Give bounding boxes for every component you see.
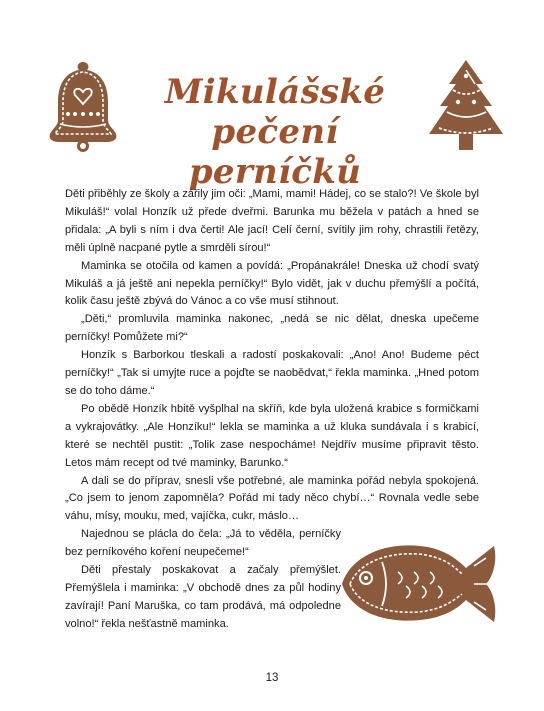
- paragraph: A dali se do příprav, snesli vše potřebné, ale maminka pořád nebyla spokojená. „Co jsem to jenom zapomněla? Pořád mi tady něco chybí…“ Rovnala vedle sebe váhu, mísy, mouku, med, vajíčka, cukr, máslo…: [65, 474, 479, 523]
- gingerbread-bell-icon: [46, 58, 120, 154]
- gingerbread-fish-icon: [336, 532, 502, 632]
- paragraph: Honzík s Barborkou tleskali a radostí poskakovali: „Ano! Ano! Budeme péct perníčky!“ „Tak si umyjte ruce a pojďte se naobědvat,“ řekla maminka. „Hned potom se do toho dáme.“: [65, 349, 479, 397]
- paragraph: Děti přiběhly ze školy a zářily jim oči: „Mami, mami! Hádej, co se stalo?! Ve škole byl Mikuláš!“ volal Honzík už přede dveřmi. Barunka mu běžela v patách a hned se přidala: „A byli s ním i dva čerti! Ale jací! Celí černí, svítily jim rohy, chrastili řetězy, měli úplně nacpané pytle a smrděli sírou!“: [65, 188, 479, 254]
- page-number: 13: [265, 672, 279, 684]
- paragraph: „Děti,“ promluvila maminka nakonec, „nedá se nic dělat, dneska upečeme perníčky! Pomůžete mi?“: [65, 313, 479, 344]
- page-title: [150, 72, 400, 192]
- paragraph: Najednou se plácla do čela: „Já to věděla, perníčky bez perníkového koření neupečeme!“: [65, 528, 341, 559]
- paragraph: Po obědě Honzík hbitě vyšplhal na skříň, kde byla uložená krabice s formičkami a vykrajovátky. „Ale Honzíku!“ lekla se maminka a už kluka sundávala i s krabicí, které se nechtěl pustit: „Tolik zase nespocháme! Nejdřív musíme připravit těsto. Letos mám recept od tvé maminky, Barunko.“: [65, 402, 479, 469]
- title-line-1: Mikulášské: [164, 72, 386, 112]
- gingerbread-tree-icon: [425, 58, 507, 156]
- title-line-2: pečení perníčků: [188, 112, 362, 192]
- paragraph: Maminka se otočila od kamen a povídá: „Propánakrále! Dneska už chodí svatý Mikuláš a já ještě ani nepekla perníčky!“ Bylo vidět, jak v duchu přemýšlí a počítá, kolik času ještě zbývá do Vánoc a co vše musí stihnout.: [65, 259, 479, 308]
- paragraph: Děti přestaly poskakovat a začaly přemýšlet. Přemýšlela i maminka: „V obchodě dnes za půl hodiny zavírají! Paní Maruška, co tam prodává, má odpoledne volno!“ řekla nešťastně maminka.: [65, 564, 341, 630]
